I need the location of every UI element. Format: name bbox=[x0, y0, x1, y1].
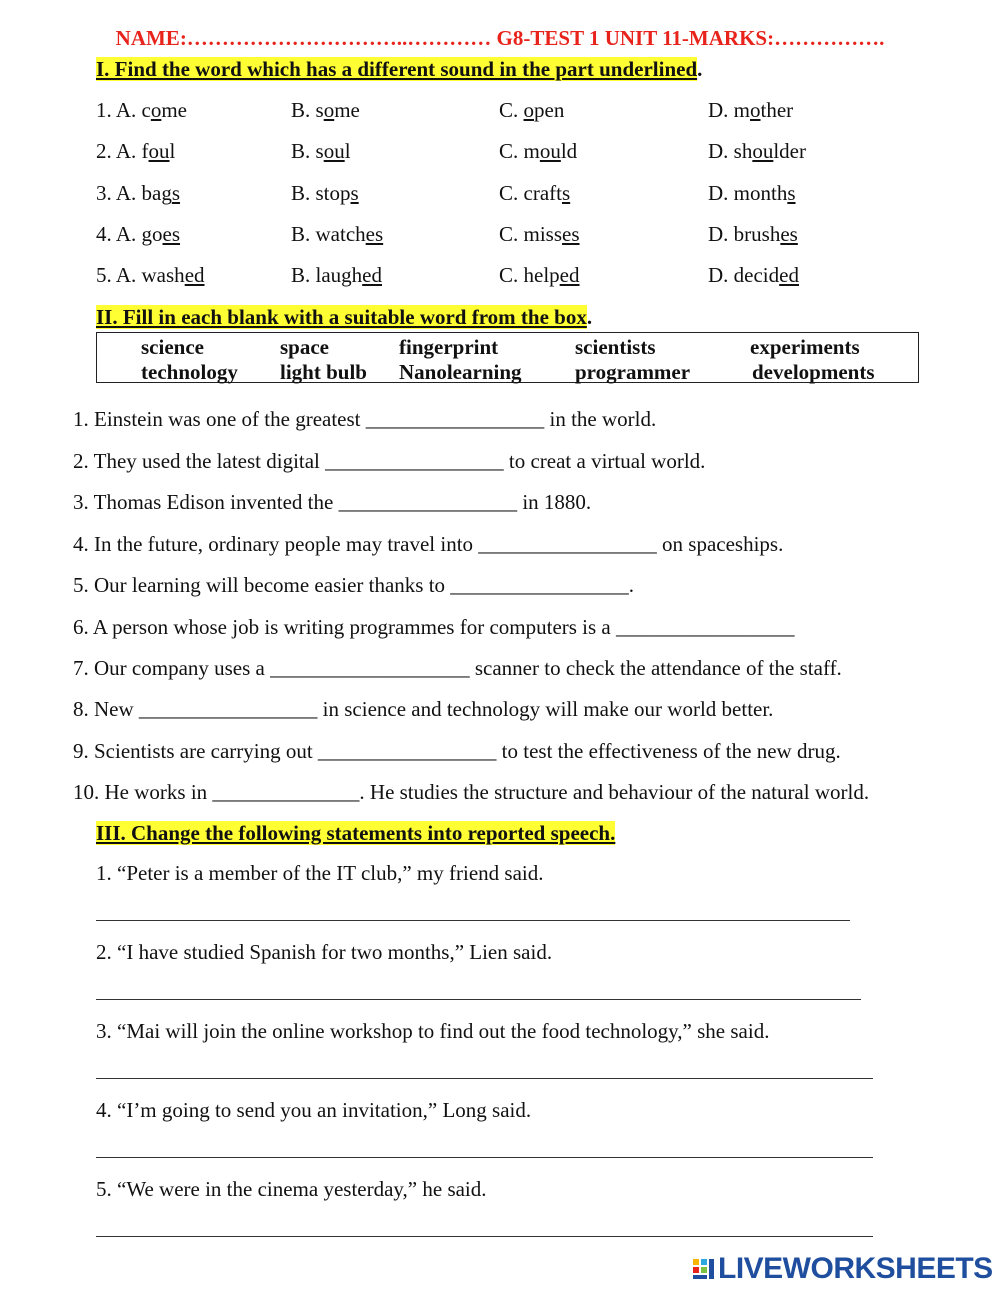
option-text: ther bbox=[760, 98, 794, 122]
fill-question: 4. In the future, ordinary people may travel into _________________ on spaceships. bbox=[73, 532, 784, 556]
underlined-part: ed bbox=[779, 263, 799, 287]
underlined-part: s bbox=[350, 181, 359, 205]
option-text: D. sh bbox=[708, 139, 753, 163]
worksheet-header: NAME:…………………………..………… G8-TEST 1 UNIT 11-MARKS:……………. bbox=[115, 26, 885, 50]
reported-question: 3. “Mai will join the online workshop to find out the food technology,” she said. bbox=[96, 1019, 770, 1043]
q1-option-d bbox=[708, 263, 799, 288]
option-text: ld bbox=[560, 139, 578, 163]
section-2-title-text: II. Fill in each blank with a suitable word from the box bbox=[96, 305, 587, 329]
q1-row bbox=[96, 263, 916, 289]
q1-number: 2. A. bbox=[96, 139, 142, 163]
option-text: go bbox=[141, 222, 163, 246]
q1-option-a bbox=[96, 181, 180, 206]
q1-option-a bbox=[96, 139, 175, 164]
q1-row bbox=[96, 139, 916, 165]
reported-question: 2. “I have studied Spanish for two months,” Lien said. bbox=[96, 940, 553, 964]
liveworksheets-logo-icon bbox=[692, 1257, 716, 1281]
liveworksheets-logo[interactable] bbox=[692, 1253, 993, 1285]
q1-number: 3. A. bbox=[96, 181, 142, 205]
reported-question: 1. “Peter is a member of the IT club,” my friend said. bbox=[96, 861, 544, 885]
fill-question: 6. A person whose job is writing programmes for computers is a _________________ bbox=[73, 615, 795, 639]
option-text: C. bbox=[499, 98, 524, 122]
underlined-part: s bbox=[171, 181, 181, 205]
underlined-part: ou bbox=[752, 139, 774, 163]
option-text: B. stop bbox=[291, 181, 351, 205]
q1-option-c bbox=[499, 263, 580, 288]
section-3-title-text: III. Change the following statements into reported speech. bbox=[96, 821, 616, 845]
option-text: f bbox=[141, 139, 149, 163]
box-word: programmer bbox=[575, 360, 691, 384]
box-word: light bulb bbox=[280, 360, 367, 384]
option-text: wash bbox=[141, 263, 185, 287]
underlined-part: ou bbox=[323, 139, 345, 163]
liveworksheets-logo-text: LIVEWORKSHEETS bbox=[718, 1252, 993, 1285]
fill-question: 2. They used the latest digital _________________ to creat a virtual world. bbox=[73, 449, 706, 473]
q1-option-b bbox=[291, 181, 359, 206]
fill-question: 5. Our learning will become easier thanks to _________________. bbox=[73, 573, 635, 597]
option-text: l bbox=[344, 139, 351, 163]
underlined-part: ed bbox=[184, 263, 205, 287]
underlined-part: o bbox=[750, 98, 761, 122]
section-2-title-period: . bbox=[586, 305, 593, 329]
q1-option-b bbox=[291, 222, 383, 247]
q1-option-c bbox=[499, 181, 570, 206]
q1-option-d bbox=[708, 139, 806, 164]
underlined-part: ed bbox=[362, 263, 382, 287]
underlined-part: es bbox=[365, 222, 384, 246]
fill-question: 7. Our company uses a ___________________ scanner to check the attendance of the staff. bbox=[73, 656, 842, 680]
underlined-part: o bbox=[150, 98, 162, 122]
q1-option-a bbox=[96, 98, 187, 123]
underlined-part: es bbox=[780, 222, 798, 246]
q1-option-c bbox=[499, 98, 564, 123]
q1-option-c bbox=[499, 222, 580, 247]
option-text: lder bbox=[773, 139, 806, 163]
q1-number: 1. A. bbox=[96, 98, 142, 122]
box-word: experiments bbox=[750, 335, 860, 359]
underlined-part: es bbox=[562, 222, 580, 246]
answer-line[interactable] bbox=[96, 999, 861, 1000]
q1-option-b bbox=[291, 98, 360, 123]
section-1-title bbox=[96, 57, 702, 82]
option-text: D. m bbox=[708, 98, 750, 122]
option-text: me bbox=[334, 98, 360, 122]
word-box bbox=[96, 332, 919, 383]
q1-option-b bbox=[291, 139, 351, 164]
fill-question: 10. He works in ______________. He studies the structure and behaviour of the natural world. bbox=[73, 780, 870, 804]
underlined-part: o bbox=[523, 98, 535, 122]
option-text: pen bbox=[534, 98, 565, 122]
reported-question: 4. “I’m going to send you an invitation,” Long said. bbox=[96, 1098, 532, 1122]
box-word: technology bbox=[141, 360, 238, 384]
q1-option-b bbox=[291, 263, 382, 288]
fill-question: 9. Scientists are carrying out _________________ to test the effectiveness of the new drug. bbox=[73, 739, 841, 763]
underlined-part: ou bbox=[539, 139, 561, 163]
box-word: developments bbox=[752, 360, 875, 384]
option-text: D. decid bbox=[708, 263, 780, 287]
section-2-title bbox=[96, 305, 592, 330]
option-text: B. watch bbox=[291, 222, 366, 246]
q1-option-a bbox=[96, 222, 180, 247]
fill-question: 3. Thomas Edison invented the _________________ in 1880. bbox=[73, 490, 592, 514]
q1-number: 5. A. bbox=[96, 263, 142, 287]
answer-line[interactable] bbox=[96, 920, 850, 921]
box-word: Nanolearning bbox=[399, 360, 522, 384]
section-3-title bbox=[96, 821, 615, 846]
option-text: c bbox=[141, 98, 151, 122]
option-text: B. s bbox=[291, 139, 324, 163]
option-text: C. miss bbox=[499, 222, 563, 246]
box-word: space bbox=[280, 335, 329, 359]
option-text: me bbox=[161, 98, 187, 122]
fill-question: 8. New _________________ in science and technology will make our world better. bbox=[73, 697, 774, 721]
option-text: B. s bbox=[291, 98, 324, 122]
q1-row bbox=[96, 222, 916, 248]
q1-option-d bbox=[708, 181, 796, 206]
section-1-title-period: . bbox=[697, 57, 703, 81]
q1-row bbox=[96, 181, 916, 207]
option-text: D. month bbox=[708, 181, 788, 205]
option-text: C. craft bbox=[499, 181, 562, 205]
underlined-part: es bbox=[162, 222, 181, 246]
option-text: bag bbox=[141, 181, 172, 205]
q1-option-d bbox=[708, 98, 793, 123]
section-1-title-text: I. Find the word which has a different sound in the part underlined bbox=[96, 57, 698, 81]
option-text: C. help bbox=[499, 263, 560, 287]
q1-row bbox=[96, 98, 916, 124]
underlined-part: ou bbox=[148, 139, 170, 163]
box-word: fingerprint bbox=[399, 335, 499, 359]
option-text: l bbox=[169, 139, 176, 163]
underlined-part: s bbox=[561, 181, 571, 205]
box-word: scientists bbox=[575, 335, 656, 359]
box-word: science bbox=[141, 335, 204, 359]
q1-number: 4. A. bbox=[96, 222, 142, 246]
q1-option-d bbox=[708, 222, 798, 247]
underlined-part: o bbox=[323, 98, 335, 122]
underlined-part: ed bbox=[559, 263, 580, 287]
answer-line[interactable] bbox=[96, 1157, 873, 1158]
underlined-part: s bbox=[787, 181, 796, 205]
option-text: D. brush bbox=[708, 222, 781, 246]
answer-line[interactable] bbox=[96, 1078, 873, 1079]
option-text: B. laugh bbox=[291, 263, 363, 287]
answer-line[interactable] bbox=[96, 1236, 873, 1237]
q1-option-a bbox=[96, 263, 205, 288]
option-text: C. m bbox=[499, 139, 540, 163]
q1-option-c bbox=[499, 139, 577, 164]
reported-question: 5. “We were in the cinema yesterday,” he said. bbox=[96, 1177, 487, 1201]
fill-question: 1. Einstein was one of the greatest _________________ in the world. bbox=[73, 407, 657, 431]
